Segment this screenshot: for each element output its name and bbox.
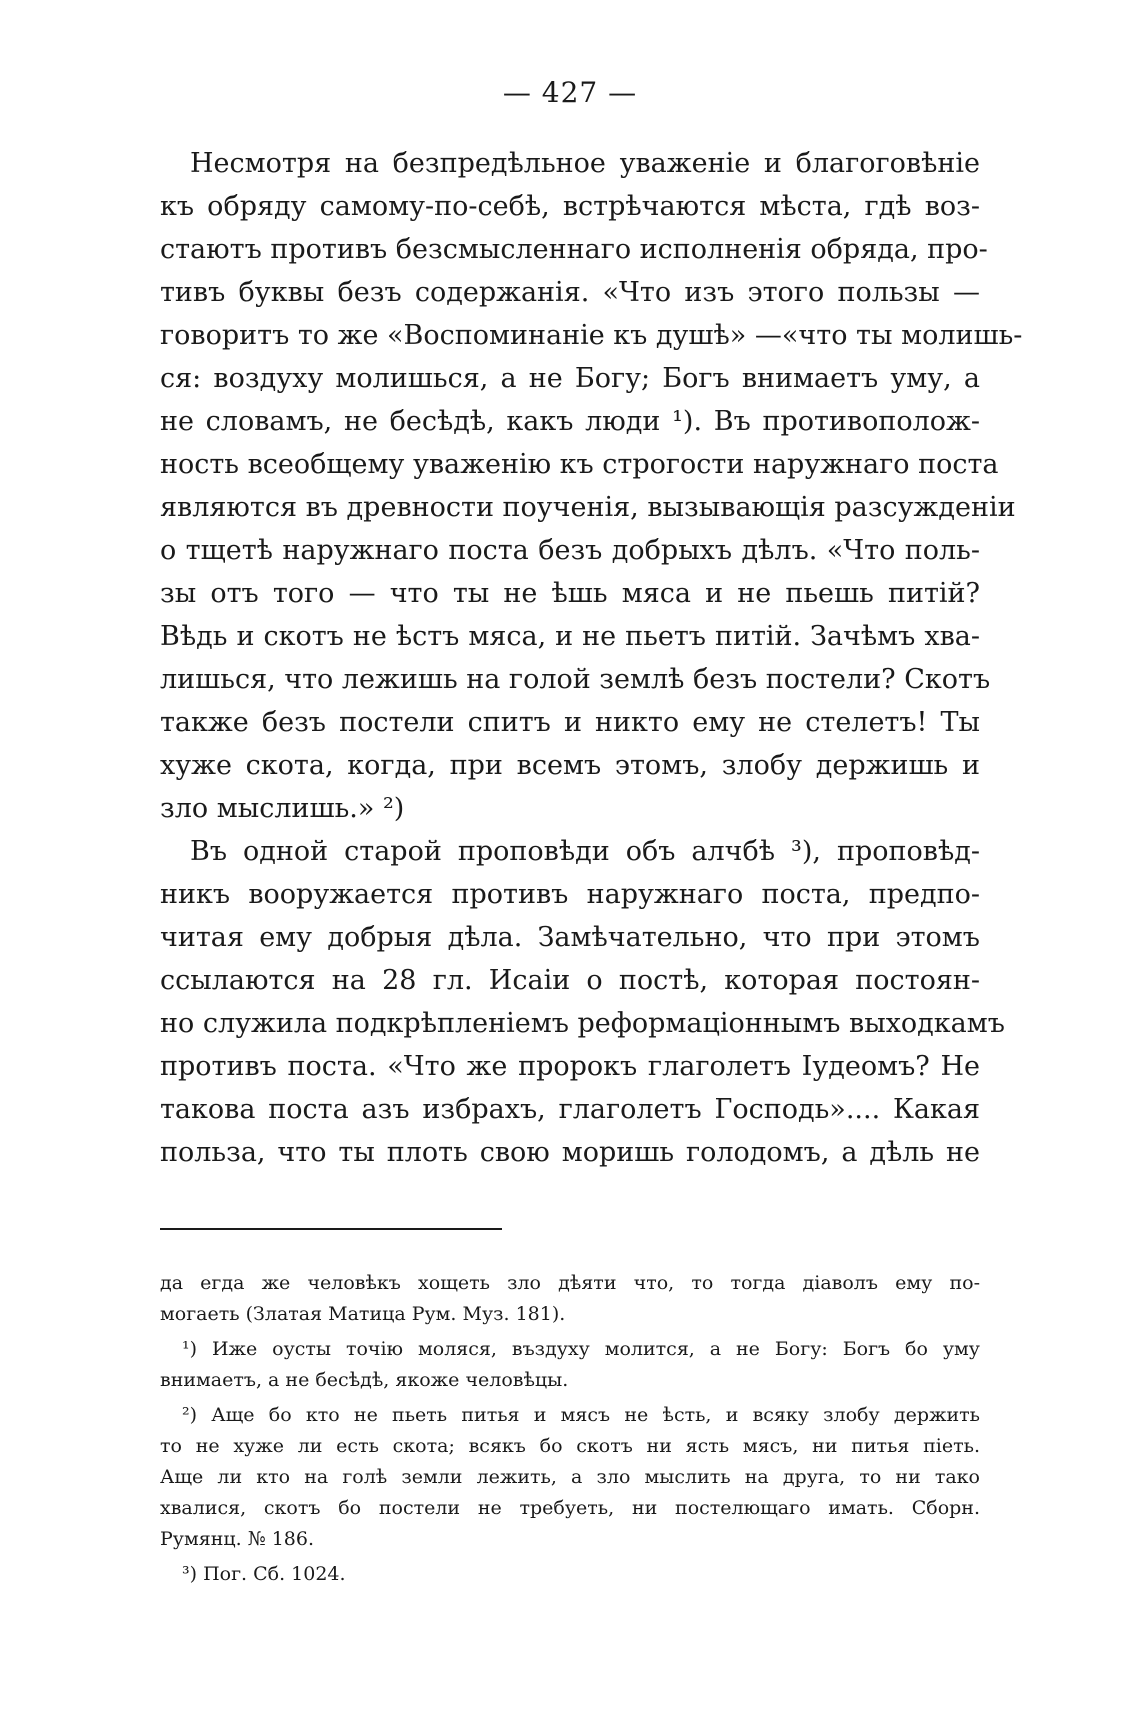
footnote-line: хвалися, скотъ бо постели не требуеть, ни постелющаго имать. Сборн. [160,1497,980,1519]
footnote-3 [160,1559,980,1590]
footnote-line: могаеть (Златая Матица Рум. Муз. 181). [160,1303,566,1325]
footnote-1 [160,1334,980,1396]
paragraph [160,142,1023,830]
footnote-2 [160,1400,980,1555]
text-line: ность всеобщему уваженію къ строгости наружнаго поста [160,449,999,480]
text-line: читая ему добрыя дѣла. Замѣчательно, что при этомъ [160,922,980,953]
footnote-divider [160,1228,502,1230]
footnote-line: внимаетъ, а не бесѣдѣ, якоже человѣцы. [160,1369,569,1391]
paragraph [160,830,1005,1174]
text-line: ся: воздуху молишься, а не Богу; Богъ внимаетъ уму, а [160,363,980,394]
footnote-line: да егда же человѣкъ хощеть зло дѣяти что, то тогда діаволъ ему по- [160,1272,980,1294]
text-line: никъ вооружается противъ наружнаго поста, предпо- [160,879,980,910]
text-line: являются въ древности поученія, вызывающія разсужденіи [160,492,1016,523]
text-line: Несмотря на безпредѣльное уваженіе и благоговѣніе [190,148,980,179]
text-line: зы отъ того — что ты не ѣшь мяса и не пьешь питій? [160,578,980,609]
text-line: стаютъ противъ безсмысленнаго исполненія обряда, про- [160,234,988,265]
text-line: такова поста азъ избрахъ, глаголетъ Господь».... Какая [160,1094,980,1125]
text-line: къ обряду самому-по-себѣ, встрѣчаются мѣста, гдѣ воз- [160,191,980,222]
text-line: польза, что ты плоть свою моришь голодомъ, а дѣль не [160,1137,980,1168]
footnotes [160,1268,980,1590]
text-line: также безъ постели спитъ и никто ему не стелетъ! Ты [160,707,980,738]
text-line: но служила подкрѣпленіемъ реформаціоннымъ выходкамъ [160,1008,1005,1039]
text-line: зло мыслишь.» ²) [160,793,405,824]
text-line: о тщетѣ наружнаго поста безъ добрыхъ дѣлъ. «Что поль- [160,535,980,566]
footnote-line: то не хуже ли есть скота; всякъ бо скотъ ни ясть мясъ, ни питья піеть. [160,1435,980,1457]
text-line: Вѣдь и скотъ не ѣстъ мяса, и не пьетъ питій. Зачѣмъ хва- [160,621,980,652]
footnote-line: Румянц. № 186. [160,1528,315,1550]
text-line: говоритъ то же «Воспоминаніе къ душѣ» —«что ты молишь- [160,320,1023,351]
footnote-line: ³) Пог. Сб. 1024. [182,1563,346,1585]
text-line: тивъ буквы безъ содержанія. «Что изъ этого пользы — [160,277,980,308]
text-line: Въ одной старой проповѣди объ алчбѣ ³), проповѣд- [190,836,980,867]
footnote-continuation [160,1268,980,1330]
footnote-line: Аще ли кто на голѣ земли лежить, а зло мыслить на друга, то ни тако [160,1466,980,1488]
page-number: — 427 — [502,76,638,109]
body-text [160,142,1023,1174]
text-line: ссылаются на 28 гл. Исаіи о постѣ, которая постоян- [160,965,980,996]
text-line: не словамъ, не бесѣдѣ, какъ люди ¹). Въ противополож- [160,406,980,437]
text-line: хуже скота, когда, при всемъ этомъ, злобу держишь и [160,750,980,781]
footnote-line: ¹) Иже оусты точію моляся, въздуху молится, а не Богу: Богъ бо уму [182,1338,980,1360]
text-line: противъ поста. «Что же пророкъ глаголетъ Іудеомъ? Не [160,1051,980,1082]
text-line: лишься, что лежишь на голой землѣ безъ постели? Скотъ [160,664,991,695]
footnote-line: ²) Аще бо кто не пьеть питья и мясъ не ѣсть, и всяку злобу держить [182,1404,980,1426]
